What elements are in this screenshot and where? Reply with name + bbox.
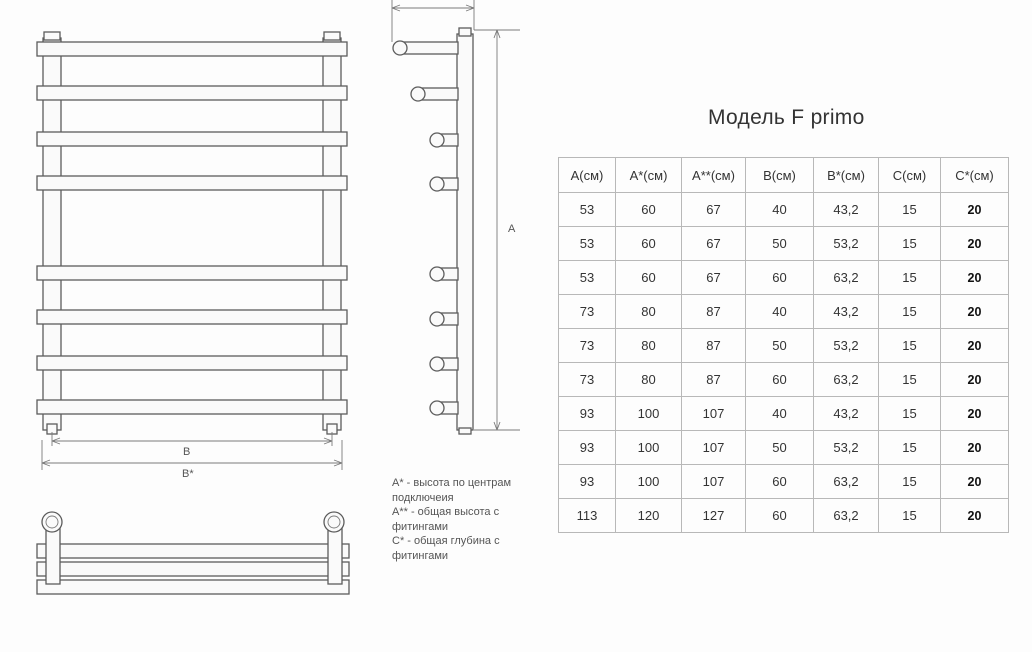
table-cell: 15 — [879, 499, 941, 533]
front-view-drawing — [37, 32, 347, 434]
table-row — [559, 397, 1009, 431]
table-header-row — [559, 158, 1009, 193]
column-header: B(см) — [746, 158, 814, 193]
right-post-cap — [324, 32, 340, 40]
table-cell: 93 — [559, 397, 616, 431]
table-cell: 15 — [879, 431, 941, 465]
side-rung-2 — [430, 133, 444, 147]
table-cell: 63,2 — [814, 499, 879, 533]
table-cell: 50 — [746, 329, 814, 363]
rung-6 — [37, 310, 347, 324]
table-cell: 60 — [616, 193, 682, 227]
table-cell: 15 — [879, 295, 941, 329]
table-cell: 107 — [682, 431, 746, 465]
table-cell: 87 — [682, 329, 746, 363]
side-rung-1 — [411, 87, 425, 101]
table-cell: 43,2 — [814, 295, 879, 329]
legend-notes — [392, 476, 542, 564]
table-row — [559, 329, 1009, 363]
table-cell: 53 — [559, 193, 616, 227]
table-cell: 93 — [559, 465, 616, 499]
column-header: C(см) — [879, 158, 941, 193]
top-view-right-post — [328, 528, 342, 584]
table-cell: 100 — [616, 397, 682, 431]
table-row — [559, 431, 1009, 465]
table-row — [559, 295, 1009, 329]
table-cell: 53 — [559, 227, 616, 261]
table-cell: 80 — [616, 295, 682, 329]
table-cell: 87 — [682, 295, 746, 329]
top-view-bar-1 — [37, 544, 349, 558]
table-cell: 20 — [941, 431, 1009, 465]
table-cell: 107 — [682, 397, 746, 431]
top-view-left-post — [46, 528, 60, 584]
table-cell: 20 — [941, 227, 1009, 261]
table-cell: 15 — [879, 363, 941, 397]
table-cell: 20 — [941, 397, 1009, 431]
side-rung-4 — [430, 267, 444, 281]
table-cell: 43,2 — [814, 397, 879, 431]
dimension-b — [52, 432, 332, 458]
column-header: B*(см) — [814, 158, 879, 193]
left-connection-ring — [42, 512, 62, 532]
table-row — [559, 193, 1009, 227]
table-cell: 50 — [746, 431, 814, 465]
rung-1 — [37, 42, 347, 56]
rung-7 — [37, 356, 347, 370]
side-view-top-connection — [393, 41, 407, 55]
dimension-b-star — [42, 440, 342, 480]
table-cell: 60 — [746, 363, 814, 397]
table-cell: 113 — [559, 499, 616, 533]
table-cell: 15 — [879, 193, 941, 227]
top-view-bar-3 — [37, 580, 349, 594]
table-cell: 60 — [746, 499, 814, 533]
table-cell: 87 — [682, 363, 746, 397]
column-header: A**(см) — [682, 158, 746, 193]
table-cell: 20 — [941, 193, 1009, 227]
table-cell: 15 — [879, 397, 941, 431]
rung-3 — [37, 132, 347, 146]
table-row — [559, 363, 1009, 397]
table-cell: 20 — [941, 465, 1009, 499]
column-header: A*(см) — [616, 158, 682, 193]
table-cell: 63,2 — [814, 261, 879, 295]
table-cell: 40 — [746, 397, 814, 431]
side-rung-7 — [430, 401, 444, 415]
table-cell: 15 — [879, 465, 941, 499]
table-cell: 60 — [746, 465, 814, 499]
table-cell: 15 — [879, 329, 941, 363]
dimension-a-label: A — [508, 223, 516, 235]
column-header: C*(см) — [941, 158, 1009, 193]
table-cell: 53,2 — [814, 431, 879, 465]
legend-note: A** - общая высота с фитингами — [392, 506, 500, 533]
table-cell: 67 — [682, 193, 746, 227]
table-cell: 53,2 — [814, 227, 879, 261]
table-cell: 80 — [616, 329, 682, 363]
right-connection-ring — [324, 512, 344, 532]
side-view-drawing — [392, 0, 520, 434]
table-cell: 73 — [559, 329, 616, 363]
table-cell: 67 — [682, 261, 746, 295]
table-cell: 60 — [616, 261, 682, 295]
table-cell: 20 — [941, 363, 1009, 397]
table-cell: 73 — [559, 363, 616, 397]
rung-5 — [37, 266, 347, 280]
side-rung-6 — [430, 357, 444, 371]
dimension-b-star-label: B* — [182, 468, 194, 480]
top-view-drawing — [37, 512, 349, 594]
table-cell: 20 — [941, 329, 1009, 363]
table-cell: 50 — [746, 227, 814, 261]
table-cell: 67 — [682, 227, 746, 261]
side-view-post — [457, 34, 473, 430]
table-cell: 40 — [746, 295, 814, 329]
table-cell: 43,2 — [814, 193, 879, 227]
table-cell: 63,2 — [814, 465, 879, 499]
table-row — [559, 227, 1009, 261]
table-cell: 127 — [682, 499, 746, 533]
model-title: Модель F primo — [708, 106, 865, 129]
table-cell: 15 — [879, 261, 941, 295]
left-post-cap — [44, 32, 60, 40]
table-cell: 53 — [559, 261, 616, 295]
table-row — [559, 465, 1009, 499]
table-row — [559, 499, 1009, 533]
table-cell: 53,2 — [814, 329, 879, 363]
table-cell: 20 — [941, 295, 1009, 329]
legend-note: A* - высота по центрам подключеия — [392, 477, 512, 504]
table-cell: 60 — [746, 261, 814, 295]
dimensions-table — [558, 157, 1009, 533]
table-row — [559, 261, 1009, 295]
table-cell: 93 — [559, 431, 616, 465]
top-view-bar-2 — [37, 562, 349, 576]
table-cell: 15 — [879, 227, 941, 261]
table-cell: 80 — [616, 363, 682, 397]
side-rung-3 — [430, 177, 444, 191]
table-cell: 40 — [746, 193, 814, 227]
rung-2 — [37, 86, 347, 100]
dimension-b-label: B — [183, 446, 191, 458]
rung-4 — [37, 176, 347, 190]
legend-note: C* - общая глубина с фитингами — [392, 535, 500, 562]
table-cell: 63,2 — [814, 363, 879, 397]
side-rung-5 — [430, 312, 444, 326]
table-cell: 120 — [616, 499, 682, 533]
table-cell: 20 — [941, 499, 1009, 533]
table-cell: 100 — [616, 465, 682, 499]
table-cell: 100 — [616, 431, 682, 465]
column-header: A(см) — [559, 158, 616, 193]
table-cell: 60 — [616, 227, 682, 261]
table-cell: 107 — [682, 465, 746, 499]
rung-8 — [37, 400, 347, 414]
table-cell: 73 — [559, 295, 616, 329]
table-cell: 20 — [941, 261, 1009, 295]
